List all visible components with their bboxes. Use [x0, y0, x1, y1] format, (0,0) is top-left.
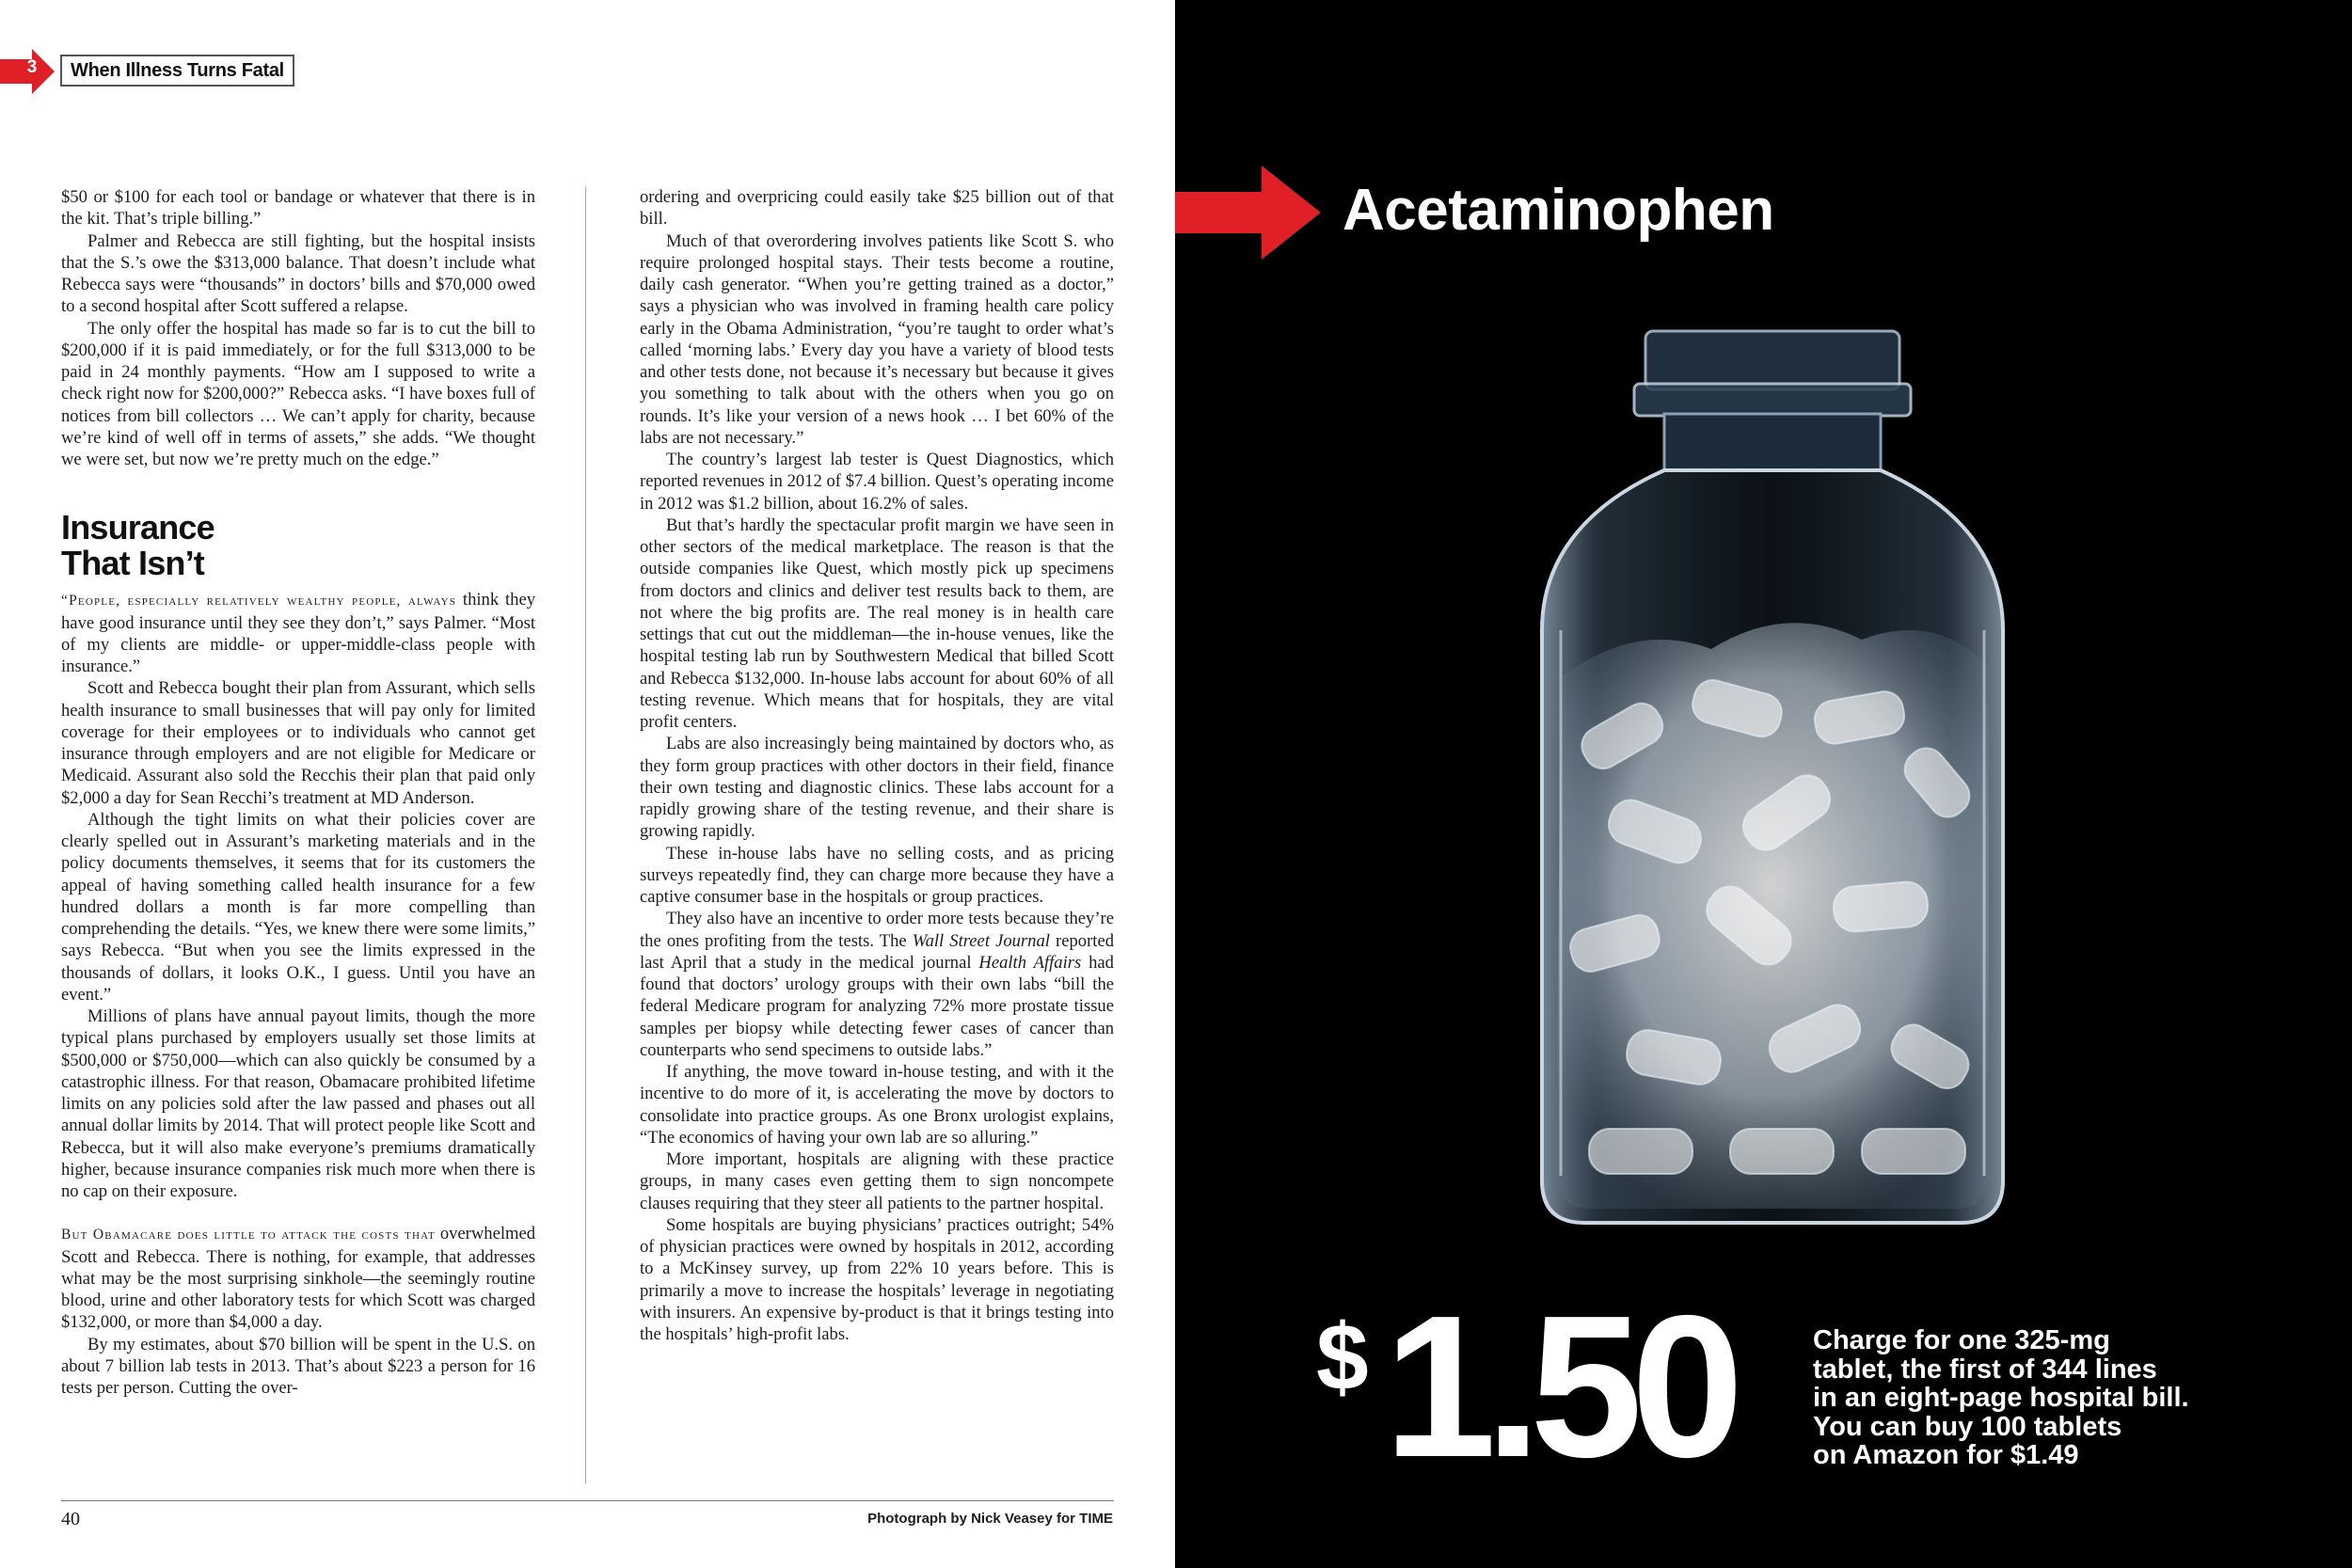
paragraph: These in-house labs have no selling costs, and as pricing surveys repeatedly find, they can charge more because they have a captive consumer base in the hospitals or group practices.: [640, 843, 1114, 907]
caption-line: in an eight-page hospital bill.: [1813, 1383, 2189, 1413]
paragraph-text: think they have good insurance until they see they don’t,” says Palmer. “Most of my clients are middle- or upper-middle-class people with insurance.”: [61, 590, 535, 676]
paragraph: The country’s largest lab tester is Quest Diagnostics, which reported revenues in 2012 of $7.4 billion. Quest’s operating income in 2012 was $1.2 billion, about 16.2% of sales.: [640, 450, 1114, 514]
section-label: When Illness Turns Fatal: [60, 55, 294, 87]
paragraph: Scott and Rebecca bought their plan from Assurant, which sells health insurance to small businesses that will pay only for limited coverage for their employees or to individuals who cannot get insurance through employers and are not eligible for Medicare or Medicaid. Assurant also sold the Recchis their plan that paid only $2,000 a day for Sean Recchi’s treatment at MD Anderson.: [61, 678, 535, 808]
price-amount: 1.50: [1384, 1273, 1733, 1499]
subhead-line: That Isn’t: [61, 544, 204, 583]
page-number: 40: [61, 1509, 80, 1529]
caption-line: tablet, the first of 344 lines: [1813, 1354, 2157, 1385]
footer-rule: [61, 1500, 1114, 1501]
subhead-line: Insurance: [61, 508, 215, 547]
paragraph: Much of that overordering involves patients like Scott S. who require prolonged hospital stays. Their tests become a routine, daily cash generator. “When you’re getting trained as a doctor,” says a physician who was involved in framing health care policy early in the Obama Administration, “you’re taught to order what’s called ‘morning labs.’ Every day you have a variety of blood tests and other tests done, not because it’s necessary but because it gives you something to talk about with the others when you go on rounds. It’s like your version of a news hook … I bet 60% of the labs are not necessary.”: [640, 230, 1114, 448]
paragraph: Although the tight limits on what their policies cover are clearly spelled out in Assurant’s marketing materials and in the policy documents themselves, it seems that for its customers the appeal of having something called health insurance for a few hundred dollars a month is far more compelling than comprehending the details. “Yes, we knew there were some limits,” says Rebecca. “But when you see the limits expressed in the thousands of dollars, it looks O.K., I guess. Until you have an event.”: [61, 809, 535, 1005]
drug-title: Acetaminophen: [1343, 178, 1774, 243]
paragraph: [640, 908, 1114, 1061]
paragraph: More important, hospitals are aligning with these practice groups, in many cases even getting them to sign noncompete clauses requiring that they steer all patients to the partner hospital.: [640, 1149, 1114, 1213]
paragraph: ordering and overpricing could easily take $25 billion out of that bill.: [640, 187, 1114, 230]
section-number: 3: [26, 57, 38, 77]
paragraph: [61, 589, 535, 677]
paragraph: [61, 1223, 535, 1333]
left-page: [0, 0, 1175, 1568]
paragraph: If anything, the move toward in-house testing, and with it the incentive to do more of it, is accelerating the move by doctors to consolidate into practice groups. As one Bronx urologist explains, “The economics of having your own lab are so alluring.”: [640, 1062, 1114, 1148]
caption-line: Charge for one 325-mg: [1813, 1325, 2110, 1355]
paragraph: But that’s hardly the spectacular profit margin we have seen in other sectors of the medical marketplace. The reason is that the outside companies like Quest, which mostly pick up specimens from doctors and clinics and deliver test results back to them, are not where the big profits are. The real money is in health care settings that cut out the middleman—the in-house venues, like the hospital testing lab run by Southwestern Medical that billed Scott and Rebecca $132,000. In-house labs account for about 60% of all testing revenue. Which means that for hospitals, they are vital profit centers.: [640, 515, 1114, 732]
caption-line: on Amazon for $1.49: [1813, 1440, 2079, 1470]
paragraph: The only offer the hospital has made so far is to cut the bill to $200,000 if it is paid immediately, or for the full $313,000 to be paid in 24 monthly payments. “How am I supposed to write a check right now for $200,000?” Rebecca asks. “I have boxes full of notices from bill collectors … We can’t apply for charity, because we’re kind of well off in terms of assets,” she adds. “We thought we were set, but now we’re pretty much on the edge.”: [61, 318, 535, 469]
price-currency-symbol: $: [1316, 1305, 1369, 1410]
caption-line: You can buy 100 tablets: [1813, 1411, 2122, 1442]
lead-in: But Obamacare does little to attack the costs that: [61, 1227, 436, 1243]
paragraph: By my estimates, about $70 billion will be spent in the U.S. on about 7 billion lab tests in 2013. That’s about $223 a person for 16 tests per person. Cutting the over-: [61, 1334, 535, 1398]
article-column-1: [61, 186, 535, 1399]
column-divider: [585, 186, 586, 1484]
subhead: [61, 510, 535, 581]
paragraph-text: They also have an incentive to order more tests because they’re the ones profiting from the tests. The: [640, 909, 1114, 951]
publication-name: Wall Street Journal: [912, 930, 1050, 951]
lead-in: “People, especially relatively wealthy people, always: [61, 593, 457, 610]
price-caption: [1813, 1326, 2227, 1470]
paragraph-text: had found that doctors’ urology groups with their own labs “bill the federal Medicare program for analyzing 72% more prostate tissue samples per biopsy while detecting fewer cases of cancer than counterparts who send specimens to outside labs.”: [640, 952, 1114, 1060]
pill-bottle-xray-image: [1523, 320, 2022, 1242]
paragraph: Labs are also increasingly being maintained by doctors who, as they form group practices with other doctors in their field, finance their own testing and diagnostic clinics. These labs account for a rapidly growing share of the testing revenue, and their share is growing rapidly.: [640, 734, 1114, 842]
paragraph: Some hospitals are buying physicians’ practices outright; 54% of physician practices were owned by hospitals in 2012, according to a McKinsey survey, up from 22% 10 years before. This is primarily a move to increase the hospitals’ leverage in negotiating with insurers. An expensive by-product is that it brings testing into the hospitals’ high-profit labs.: [640, 1214, 1114, 1344]
publication-name: Health Affairs: [978, 952, 1082, 973]
paragraph-text: reported last April that a study in the medical journal: [640, 930, 1114, 973]
paragraph: Millions of plans have annual payout limits, though the more typical plans purchased by employers usually set those limits at $500,000 or $750,000—which can also quickly be consumed by a catastrophic illness. For that reason, Obamacare prohibited lifetime limits on any policies sold after the law passed and phases out all annual dollar limits by 2014. That will protect people like Scott and Rebecca, but it will also make everyone’s premiums dramatically higher, because insurance companies risk much more when there is no cap on their exposure.: [61, 1006, 535, 1201]
red-arrow-icon: [1175, 166, 1321, 260]
photo-credit: Photograph by Nick Veasey for TIME: [867, 1511, 1113, 1527]
paragraph: $50 or $100 for each tool or bandage or whatever that there is in the kit. That’s triple billing.”: [61, 187, 535, 230]
paragraph-text: overwhelmed Scott and Rebecca. There is nothing, for example, that addresses what may be the most surprising sinkhole—the seemingly routine blood, urine and other laboratory tests for which Scott was charged $132,000, or more than $4,000 a day.: [61, 1224, 536, 1333]
right-page-feature: [1175, 0, 2352, 1568]
article-column-2: [640, 186, 1114, 1345]
paragraph: Palmer and Rebecca are still fighting, but the hospital insists that the S.’s owe the $313,000 balance. That doesn’t include what Rebecca says were “thousands” in doctors’ bills and $70,000 owed to a second hospital after Scott suffered a relapse.: [61, 230, 535, 317]
